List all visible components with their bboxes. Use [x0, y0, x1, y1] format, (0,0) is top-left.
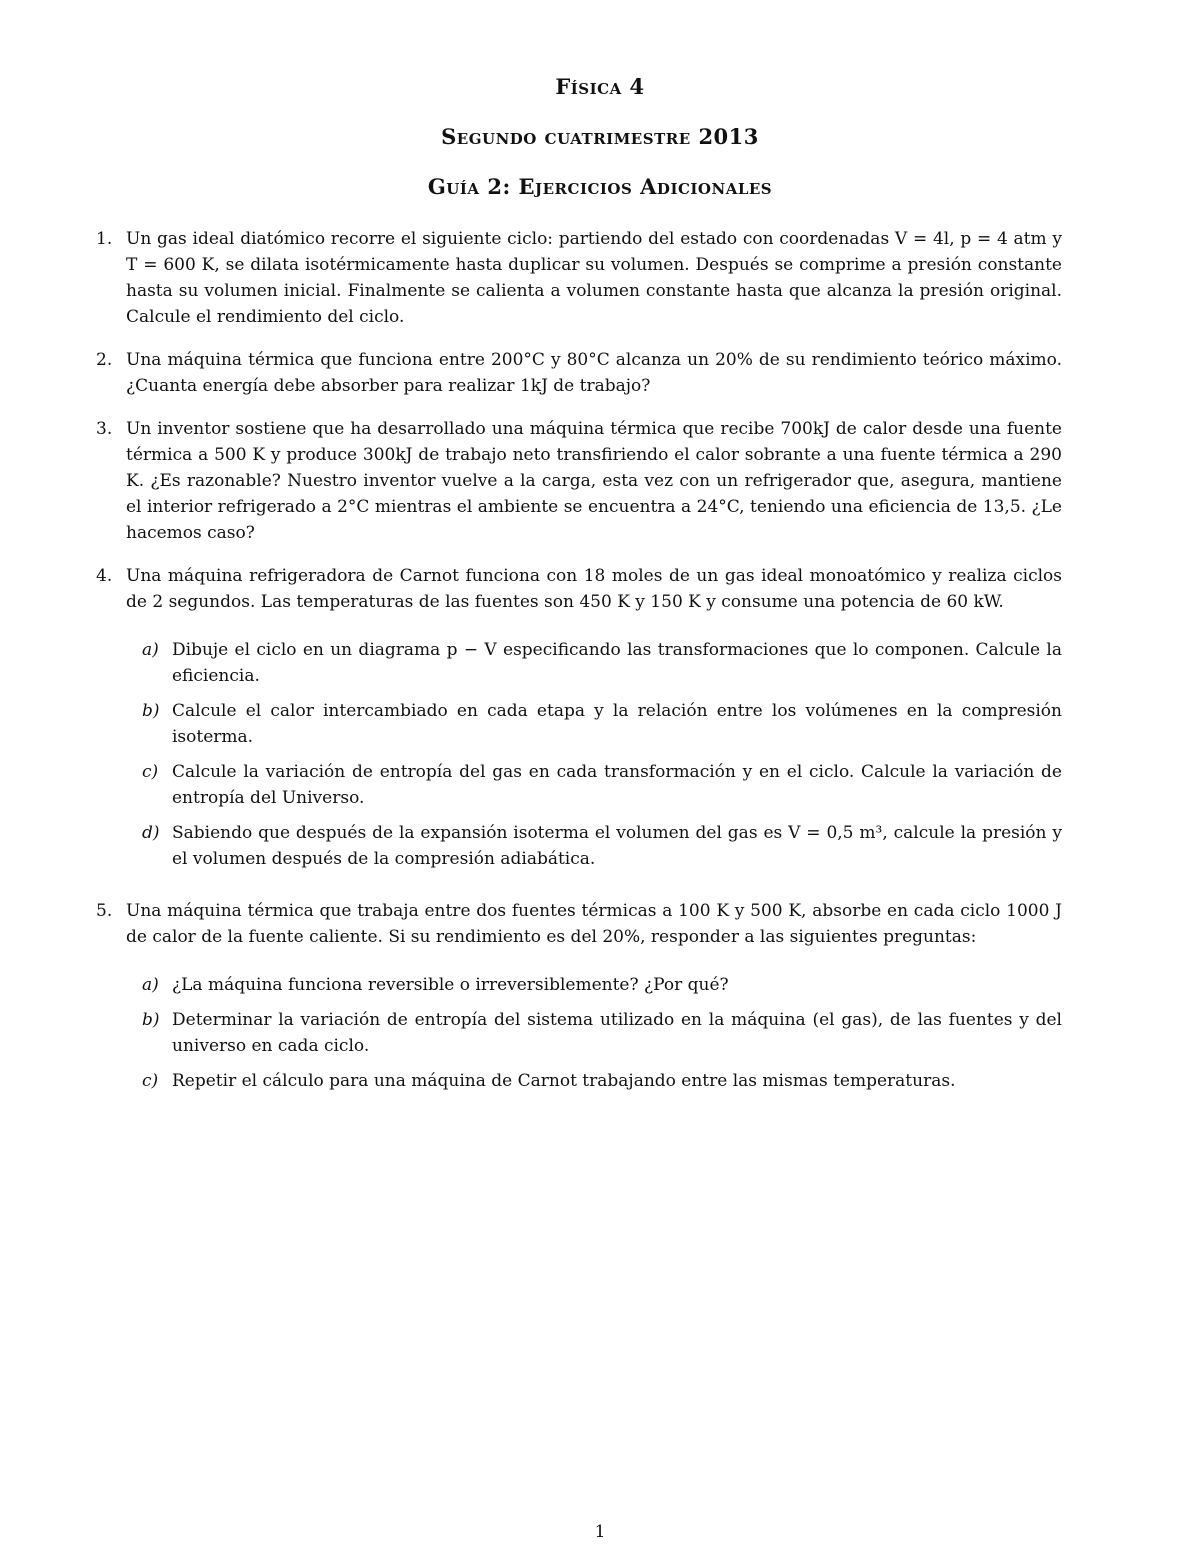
exercise-number: 1.	[96, 229, 113, 249]
subitem-label: a)	[142, 975, 159, 995]
subitem-text: Dibuje el ciclo en un diagrama p − V especificando las transformaciones que lo componen. Calcule la eficiencia.	[172, 640, 1062, 686]
subitem-list	[126, 972, 1062, 1094]
subitem-c	[126, 1068, 1062, 1094]
exercise-list	[96, 226, 1062, 1120]
exercise-number: 5.	[96, 901, 113, 921]
exercise-text: Una máquina térmica que trabaja entre dos fuentes térmicas a 100 K y 500 K, absorbe en cada ciclo 1000 J de calor de la fuente caliente. Si su rendimiento es del 20%, responder a las siguientes preguntas:	[126, 901, 1062, 947]
subitem-d	[126, 820, 1062, 872]
subitem-a	[126, 637, 1062, 689]
subitem-text: Sabiendo que después de la expansión isoterma el volumen del gas es V = 0,5 m³, calcule la presión y el volumen después de la compresión adiabática.	[172, 823, 1062, 869]
subitem-text: Calcule el calor intercambiado en cada etapa y la relación entre los volúmenes en la compresión isoterma.	[172, 701, 1062, 747]
subitem-text: Calcule la variación de entropía del gas en cada transformación y en el ciclo. Calcule la variación de entropía del Universo.	[172, 762, 1062, 808]
subitem-text: Repetir el cálculo para una máquina de Carnot trabajando entre las mismas temperaturas.	[172, 1071, 956, 1091]
exercise-text: Una máquina refrigeradora de Carnot funciona con 18 moles de un gas ideal monoatómico y realiza ciclos de 2 segundos. Las temperaturas de las fuentes son 450 K y 150 K y consume una potencia de 60 kW.	[126, 566, 1062, 612]
subitem-label: b)	[142, 701, 160, 721]
page-number: 1	[594, 1522, 606, 1542]
exercise-number: 3.	[96, 419, 113, 439]
exercise-text: Un inventor sostiene que ha desarrollado una máquina térmica que recibe 700kJ de calor desde una fuente térmica a 500 K y produce 300kJ de trabajo neto transfiriendo el calor sobrante a una fuente térmica a 290 K. ¿Es razonable? Nuestro inventor vuelve a la carga, esta vez con un refrigerador que, asegura, mantiene el interior refrigerado a 2°C mientras el ambiente se encuentra a 24°C, teniendo una eficiencia de 13,5. ¿Le hacemos caso?	[126, 419, 1062, 543]
subitem-label: d)	[142, 823, 160, 843]
document-subtitle: Segundo cuatrimestre 2013	[441, 124, 759, 149]
exercise-text: Una máquina térmica que funciona entre 200°C y 80°C alcanza un 20% de su rendimiento teórico máximo. ¿Cuanta energía debe absorber para realizar 1kJ de trabajo?	[126, 350, 1062, 396]
exercise-2	[96, 347, 1062, 399]
exercise-number: 4.	[96, 566, 113, 586]
subitem-label: c)	[142, 762, 159, 782]
exercise-text: Un gas ideal diatómico recorre el siguiente ciclo: partiendo del estado con coordenadas V = 4l, p = 4 atm y T = 600 K, se dilata isotérmicamente hasta duplicar su volumen. Después se comprime a presión constante hasta su volumen inicial. Finalmente se calienta a volumen constante hasta que alcanza la presión original. Calcule el rendimiento del ciclo.	[126, 229, 1062, 327]
exercise-4	[96, 563, 1062, 872]
exercise-3	[96, 416, 1062, 546]
subitem-a	[126, 972, 1062, 998]
subitem-label: a)	[142, 640, 159, 660]
exercise-5	[96, 898, 1062, 1094]
subitem-c	[126, 759, 1062, 811]
subitem-list	[126, 637, 1062, 872]
subitem-text: ¿La máquina funciona reversible o irreversiblemente? ¿Por qué?	[172, 975, 729, 995]
exercise-number: 2.	[96, 350, 113, 370]
subitem-label: b)	[142, 1010, 160, 1030]
subitem-text: Determinar la variación de entropía del sistema utilizado en la máquina (el gas), de las fuentes y del universo en cada ciclo.	[172, 1010, 1062, 1056]
subitem-label: c)	[142, 1071, 159, 1091]
subitem-b	[126, 1007, 1062, 1059]
exercise-1	[96, 226, 1062, 330]
subitem-b	[126, 698, 1062, 750]
guide-title: Guía 2: Ejercicios Adicionales	[427, 174, 773, 199]
document-title: Física 4	[555, 74, 645, 99]
